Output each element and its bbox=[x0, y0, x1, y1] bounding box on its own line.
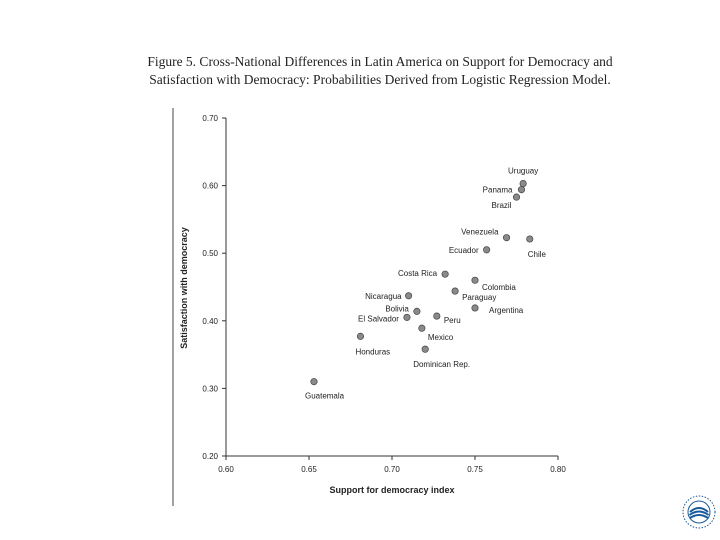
point-label: Paraguay bbox=[462, 293, 497, 303]
latinobarometro-logo-icon bbox=[681, 492, 717, 532]
data-point bbox=[419, 325, 425, 331]
data-point bbox=[513, 194, 519, 200]
point-label: Venezuela bbox=[461, 227, 499, 237]
data-point bbox=[434, 313, 440, 319]
point-label: El Salvador bbox=[358, 314, 399, 324]
data-point bbox=[414, 308, 420, 314]
figure-title-line-2: Satisfaction with Democracy: Probabilities Derived from Logistic Regression Model. bbox=[149, 72, 611, 87]
data-point bbox=[404, 314, 410, 320]
data-point bbox=[503, 234, 509, 240]
x-tick-label: 0.75 bbox=[467, 465, 483, 474]
point-label: Mexico bbox=[427, 333, 454, 343]
data-point bbox=[527, 236, 533, 242]
data-point bbox=[472, 305, 478, 311]
data-point bbox=[483, 247, 489, 253]
chart-point-labels bbox=[305, 167, 547, 401]
data-point bbox=[472, 277, 478, 283]
data-point bbox=[520, 180, 526, 186]
point-label: Uruguay bbox=[508, 166, 539, 176]
point-label: Chile bbox=[527, 250, 547, 260]
x-axis-label: Support for democracy index bbox=[329, 485, 455, 495]
data-point bbox=[357, 333, 363, 339]
x-tick-label: 0.80 bbox=[550, 465, 566, 474]
data-point bbox=[452, 288, 458, 294]
y-axis-label: Satisfaction with democracy bbox=[179, 227, 189, 349]
data-point bbox=[442, 271, 448, 277]
point-label: Costa Rica bbox=[397, 269, 438, 279]
y-tick-label: 0.60 bbox=[202, 181, 218, 191]
y-tick-label: 0.20 bbox=[202, 452, 218, 461]
point-label: Panama bbox=[482, 185, 513, 195]
point-label: Dominican Rep. bbox=[413, 360, 471, 370]
y-tick-label: 0.50 bbox=[202, 249, 218, 259]
data-point bbox=[405, 293, 411, 299]
y-tick-label: 0.30 bbox=[202, 384, 218, 394]
x-tick-label: 0.65 bbox=[301, 465, 317, 474]
y-tick-label: 0.40 bbox=[202, 316, 218, 326]
data-point bbox=[311, 378, 317, 384]
figure-title-line-1: Figure 5. Cross-National Differences in Latin America on Support for Democracy and bbox=[147, 54, 613, 69]
point-label: Peru bbox=[443, 316, 461, 326]
point-label: Honduras bbox=[355, 347, 391, 357]
point-label: Brazil bbox=[491, 201, 512, 211]
x-tick-label: 0.70 bbox=[384, 465, 400, 474]
point-label: Colombia bbox=[482, 283, 516, 293]
point-label: Guatemala bbox=[304, 391, 345, 401]
point-label: Ecuador bbox=[448, 245, 479, 255]
point-label: Argentina bbox=[489, 305, 524, 315]
data-point bbox=[422, 346, 428, 352]
point-label: Nicaragua bbox=[365, 291, 402, 301]
y-tick-label: 0.70 bbox=[202, 114, 218, 123]
x-tick-label: 0.60 bbox=[218, 465, 234, 474]
point-label: Bolivia bbox=[385, 304, 409, 314]
data-point bbox=[518, 186, 524, 192]
